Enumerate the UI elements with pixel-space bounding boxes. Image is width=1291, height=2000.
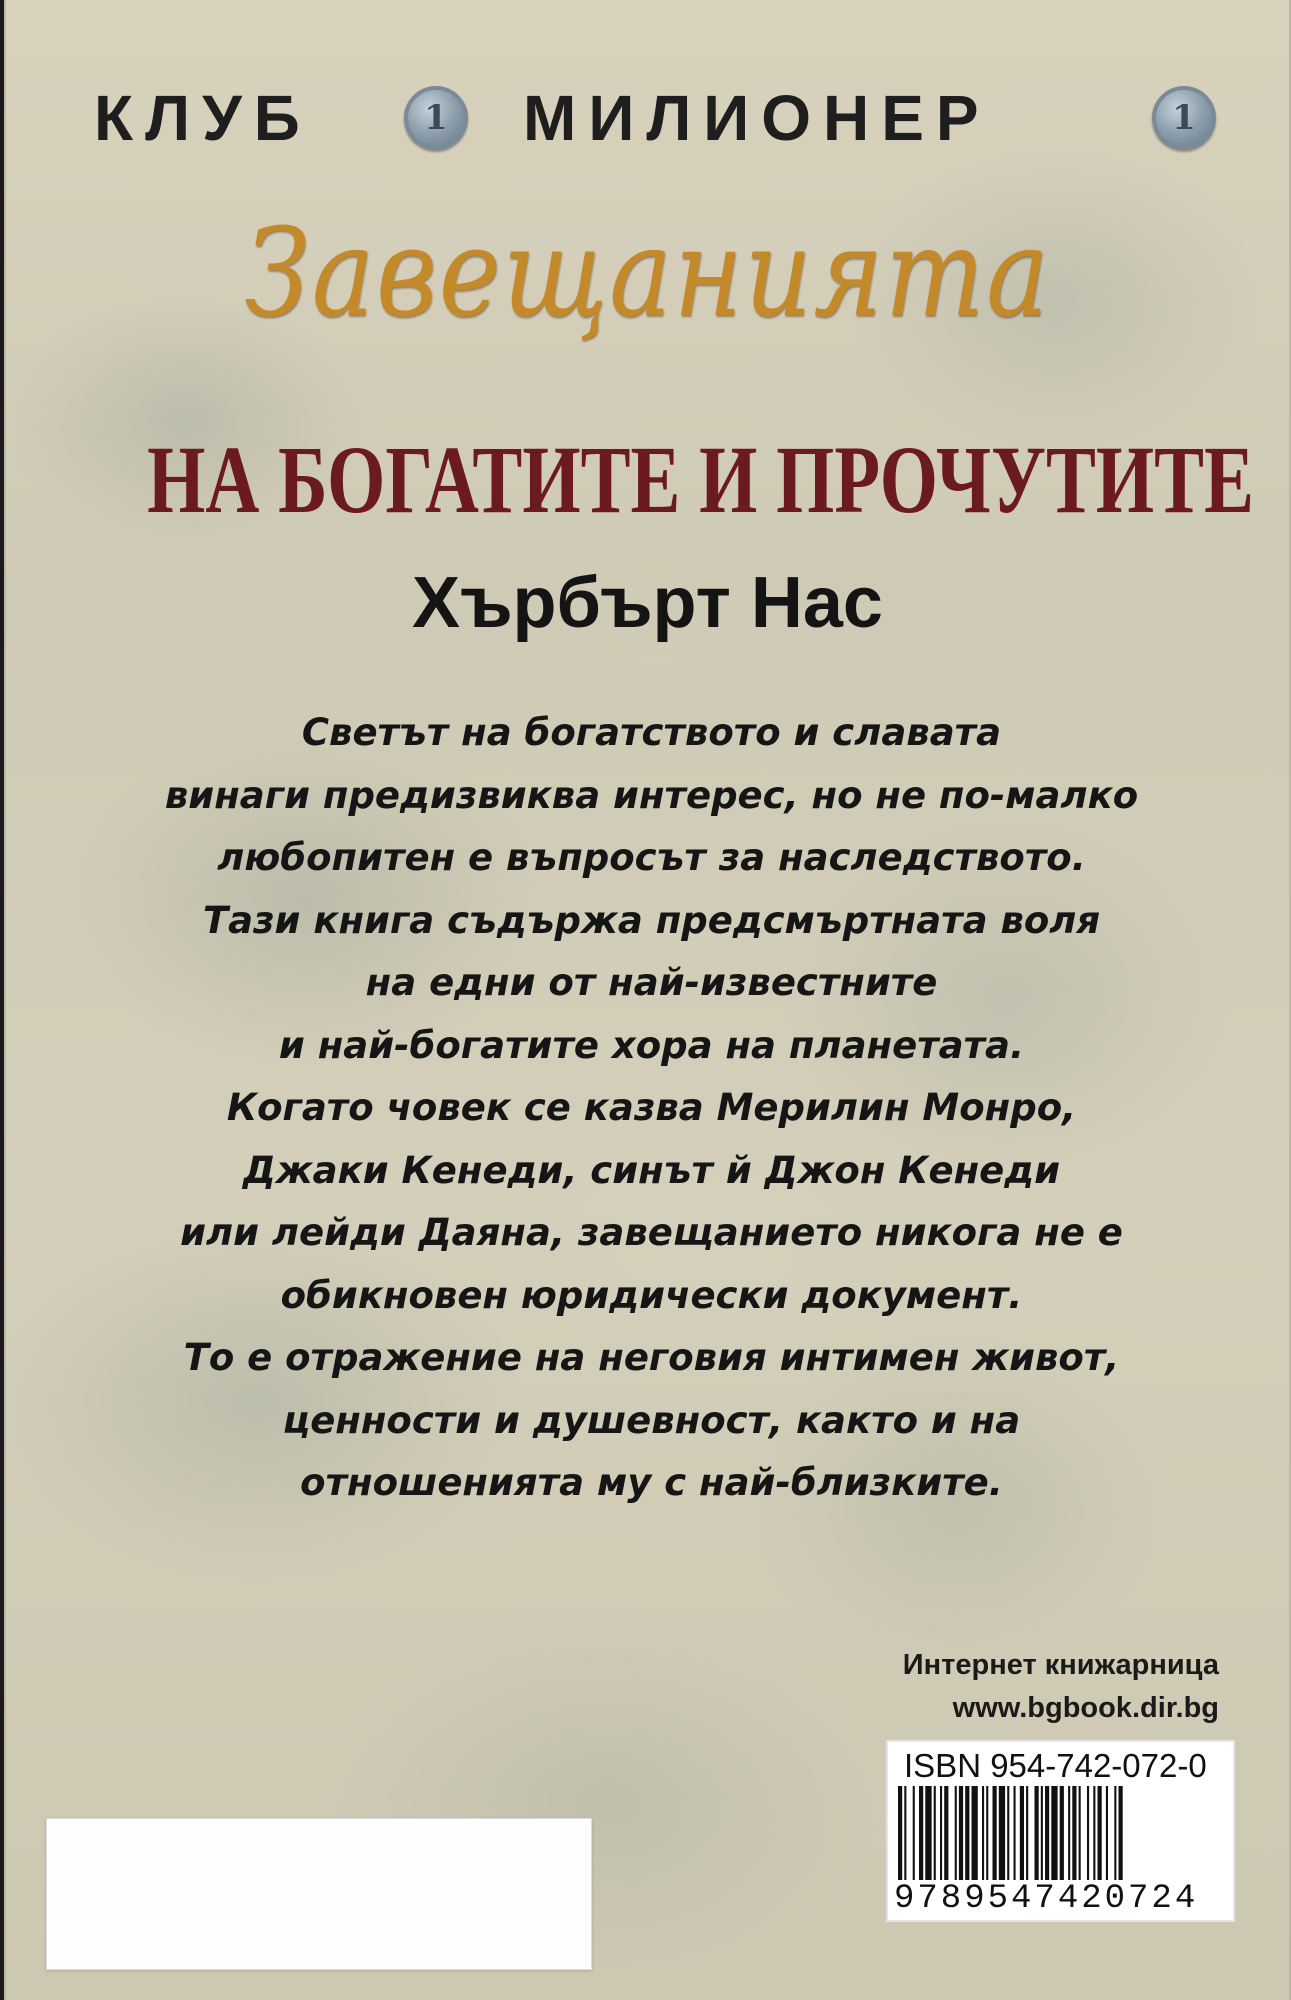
blurb-line: Светът на богатството и славата bbox=[301, 711, 1002, 754]
isbn-number: ISBN 954-742-072-0 bbox=[904, 1747, 1207, 1784]
blurb-line: винаги предизвиква интерес, но не по-малко bbox=[164, 773, 1139, 817]
book-blurb bbox=[106, 702, 1197, 1515]
series-header bbox=[6, 78, 1289, 158]
blurb-line: обикновен юридически документ. bbox=[280, 1273, 1023, 1317]
coin-icon: 1 bbox=[404, 86, 468, 150]
book-subtitle: НА БОГАТИТЕ И ПРОЧУТИТЕ bbox=[147, 426, 1255, 533]
book-title-script: Завещанията bbox=[244, 202, 1051, 344]
blurb-line: и най-богатите хора на планетата. bbox=[278, 1023, 1025, 1067]
bookstore-label: Интернет книжарница bbox=[902, 1649, 1219, 1681]
coin-icon: 1 bbox=[1152, 86, 1216, 150]
blurb-line: Тази книга съдържа предсмъртната воля bbox=[202, 898, 1101, 942]
blurb-line: Джаки Кенеди, синът й Джон Кенеди bbox=[242, 1148, 1061, 1192]
blurb-line: Когато човек се казва Мерилин Монро, bbox=[226, 1086, 1077, 1129]
blurb-line: или лейди Даяна, завещанието никога не е bbox=[180, 1211, 1123, 1254]
blank-sticker bbox=[46, 1818, 592, 1970]
blurb-line: отношенията му с най-близките. bbox=[300, 1461, 1003, 1504]
barcode-icon bbox=[894, 1786, 1227, 1886]
bookstore-url: www.bgbook.dir.bg bbox=[952, 1692, 1219, 1724]
book-back-cover bbox=[4, 0, 1291, 2000]
series-word-millionaire: МИЛИОНЕР bbox=[523, 82, 991, 154]
online-bookstore-info bbox=[903, 1644, 1219, 1730]
blurb-line: любопитен е въпросът за наследството. bbox=[217, 836, 1086, 879]
ean-number: 9789547420724 bbox=[894, 1880, 1227, 1918]
book-author: Хърбърт Нас bbox=[412, 563, 883, 643]
blurb-line: на едни от най-известните bbox=[365, 961, 938, 1004]
blurb-line: То е отражение на неговия интимен живот, bbox=[183, 1336, 1120, 1379]
series-word-club: КЛУБ bbox=[94, 82, 312, 154]
blurb-line: ценности и душевност, както и на bbox=[282, 1398, 1021, 1442]
barcode-label bbox=[886, 1740, 1235, 1922]
